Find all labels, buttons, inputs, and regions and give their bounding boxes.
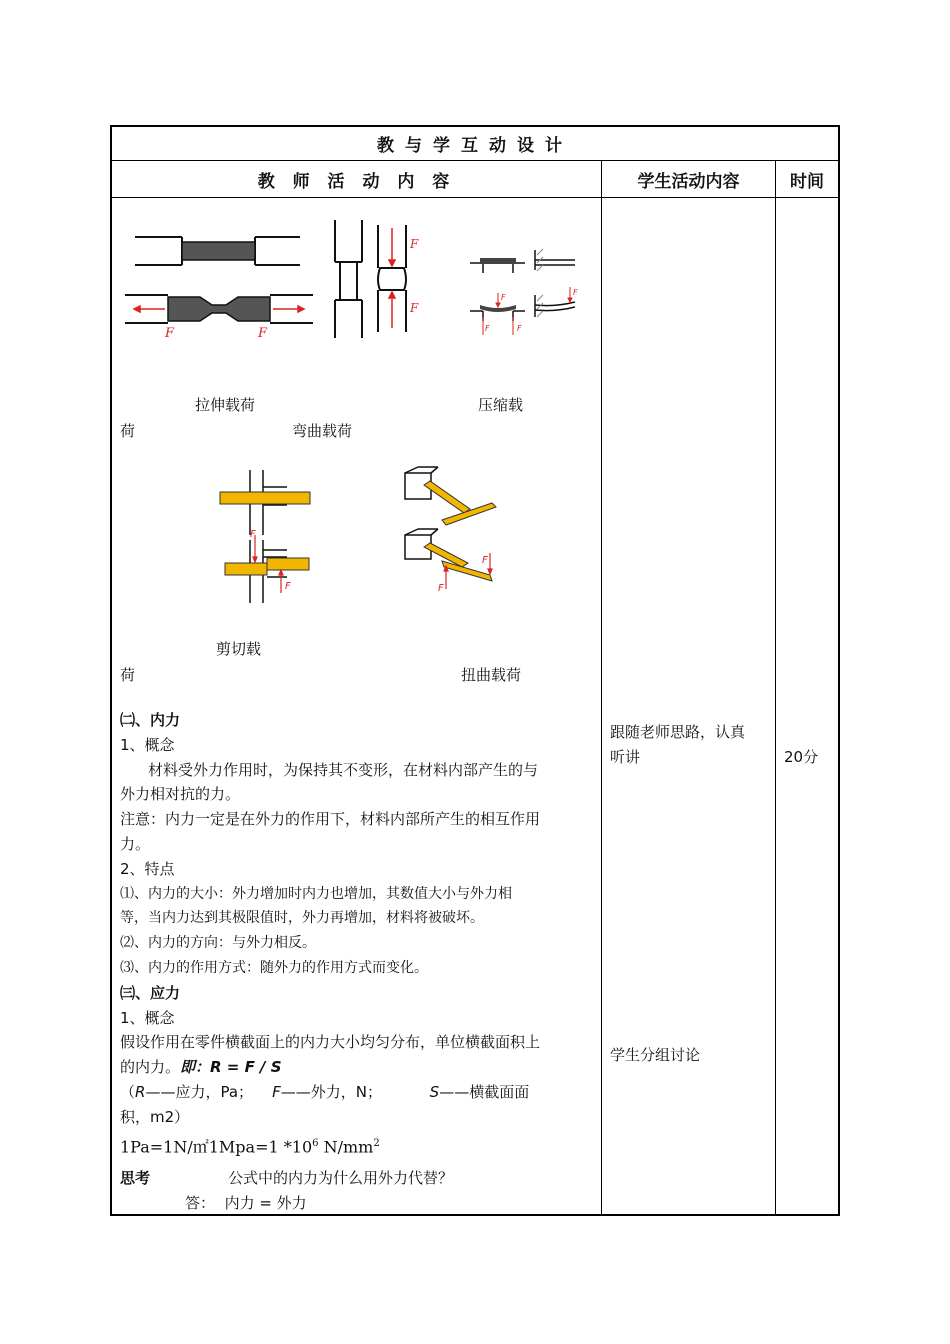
force-label: F: [517, 324, 522, 333]
column-divider: [775, 161, 776, 1214]
shear-load-figure: [215, 465, 325, 610]
torsion-load-figure: [400, 465, 510, 600]
units-exponent-2: 2: [373, 1137, 380, 1149]
legend-f-symbol: F: [272, 1082, 281, 1101]
bending-load-figure: [465, 245, 585, 345]
internal-force-feature1-line2: 等，当内力达到其极限值时，外力再增加，材料将被破坏。: [120, 910, 484, 927]
internal-force-feature2: ⑵、内力的方向：与外力相反。: [120, 935, 316, 952]
stress-concept-title: 1、概念: [120, 1008, 175, 1027]
internal-force-note-line1: 注意：内力一定是在外力的作用下，材料内部所产生的相互作用: [120, 810, 541, 829]
internal-force-heading: ㈡、内力: [120, 711, 181, 729]
caption-bending: 弯曲载荷: [292, 422, 353, 440]
force-label: F: [573, 288, 578, 297]
force-label: F: [258, 326, 268, 341]
force-label: F: [501, 293, 506, 302]
stress-def-line1: 假设作用在零件横截面上的内力大小均匀分布，单位横截面积上: [120, 1033, 541, 1052]
stress-formula: 即：R = F / S: [180, 1058, 282, 1077]
legend-r-symbol: R: [135, 1082, 146, 1101]
stress-units: [120, 1132, 598, 1160]
internal-force-concept-line2: 外力相对抗的力。: [120, 785, 241, 804]
caption-compression-cont: 荷: [120, 422, 136, 440]
caption-shear: 剪切载: [216, 640, 262, 658]
tension-load-figure: [120, 225, 320, 345]
force-label: F: [410, 301, 419, 315]
stress-def-line2: [120, 1055, 598, 1080]
table-title: 教与学互动设计: [112, 127, 838, 161]
think-answer-label: 答：: [185, 1194, 216, 1212]
caption-compression: 压缩载: [478, 396, 524, 414]
student-activity-1: [610, 720, 770, 770]
internal-force-concept-line1: 材料受外力作用时，为保持其不变形，在材料内部产生的与: [148, 760, 539, 779]
header-student: 学生活动内容: [637, 172, 740, 192]
legend-s-symbol: S: [429, 1082, 440, 1101]
force-label: F: [482, 555, 488, 566]
legend-r-desc: ——应力，Pa；: [145, 1082, 254, 1101]
legend-f-desc: ——外力，N；: [280, 1082, 382, 1101]
caption-tension: 拉伸载荷: [195, 396, 256, 414]
units-part-b: N/mm: [318, 1136, 374, 1156]
stress-heading: ㈢、应力: [120, 983, 181, 1002]
student-activity-1-line2: 听讲: [610, 747, 641, 766]
think-answer: [185, 1191, 307, 1216]
compression-load-figure: [330, 220, 430, 340]
force-label: F: [165, 326, 175, 341]
units-exponent: 6: [312, 1137, 319, 1149]
internal-force-concept-title: 1、概念: [120, 735, 175, 754]
legend-open: （: [120, 1082, 136, 1101]
legend-s-desc: ——横截面面: [439, 1082, 530, 1101]
internal-force-feature3: ⑶、内力的作用方式：随外力的作用方式而变化。: [120, 959, 428, 976]
header-teacher: 教 师 活 动 内 容: [257, 172, 456, 192]
think-answer-text: 内力 = 外力: [224, 1194, 307, 1212]
units-part-a: 1Pa=1N/㎡1Mpa=1 *10: [120, 1136, 313, 1156]
force-label: F: [250, 529, 256, 540]
internal-force-note-line2: 力。: [120, 834, 151, 853]
caption-torsion: 扭曲载荷: [461, 666, 522, 684]
table-header-row: [112, 161, 838, 198]
time-value: 20分: [784, 748, 819, 766]
internal-force-feature1-line1: ⑴、内力的大小：外力增加时内力也增加，其数值大小与外力相: [120, 885, 512, 902]
force-label: F: [285, 581, 291, 592]
think-label: [120, 1166, 150, 1191]
force-label: F: [410, 237, 419, 251]
header-time: 时间: [790, 172, 824, 192]
think-question: 公式中的内力为什么用外力代替？: [228, 1169, 454, 1187]
internal-force-section: [120, 708, 598, 1160]
column-divider: [601, 161, 602, 1214]
student-activity-2: 学生分组讨论: [610, 1046, 701, 1064]
think-label-text: 思考: [120, 1169, 151, 1187]
force-label: F: [438, 583, 444, 594]
force-label: F: [485, 324, 490, 333]
internal-force-feature-title: 2、特点: [120, 859, 175, 878]
caption-shear-cont: 荷: [120, 666, 136, 684]
stress-legend-line1: [120, 1080, 598, 1105]
stress-legend-line2: 积，m2）: [120, 1107, 190, 1126]
student-activity-1-line1: 跟随老师思路，认真: [610, 723, 746, 741]
stress-def-line2-prefix: 的内力。: [120, 1058, 181, 1077]
